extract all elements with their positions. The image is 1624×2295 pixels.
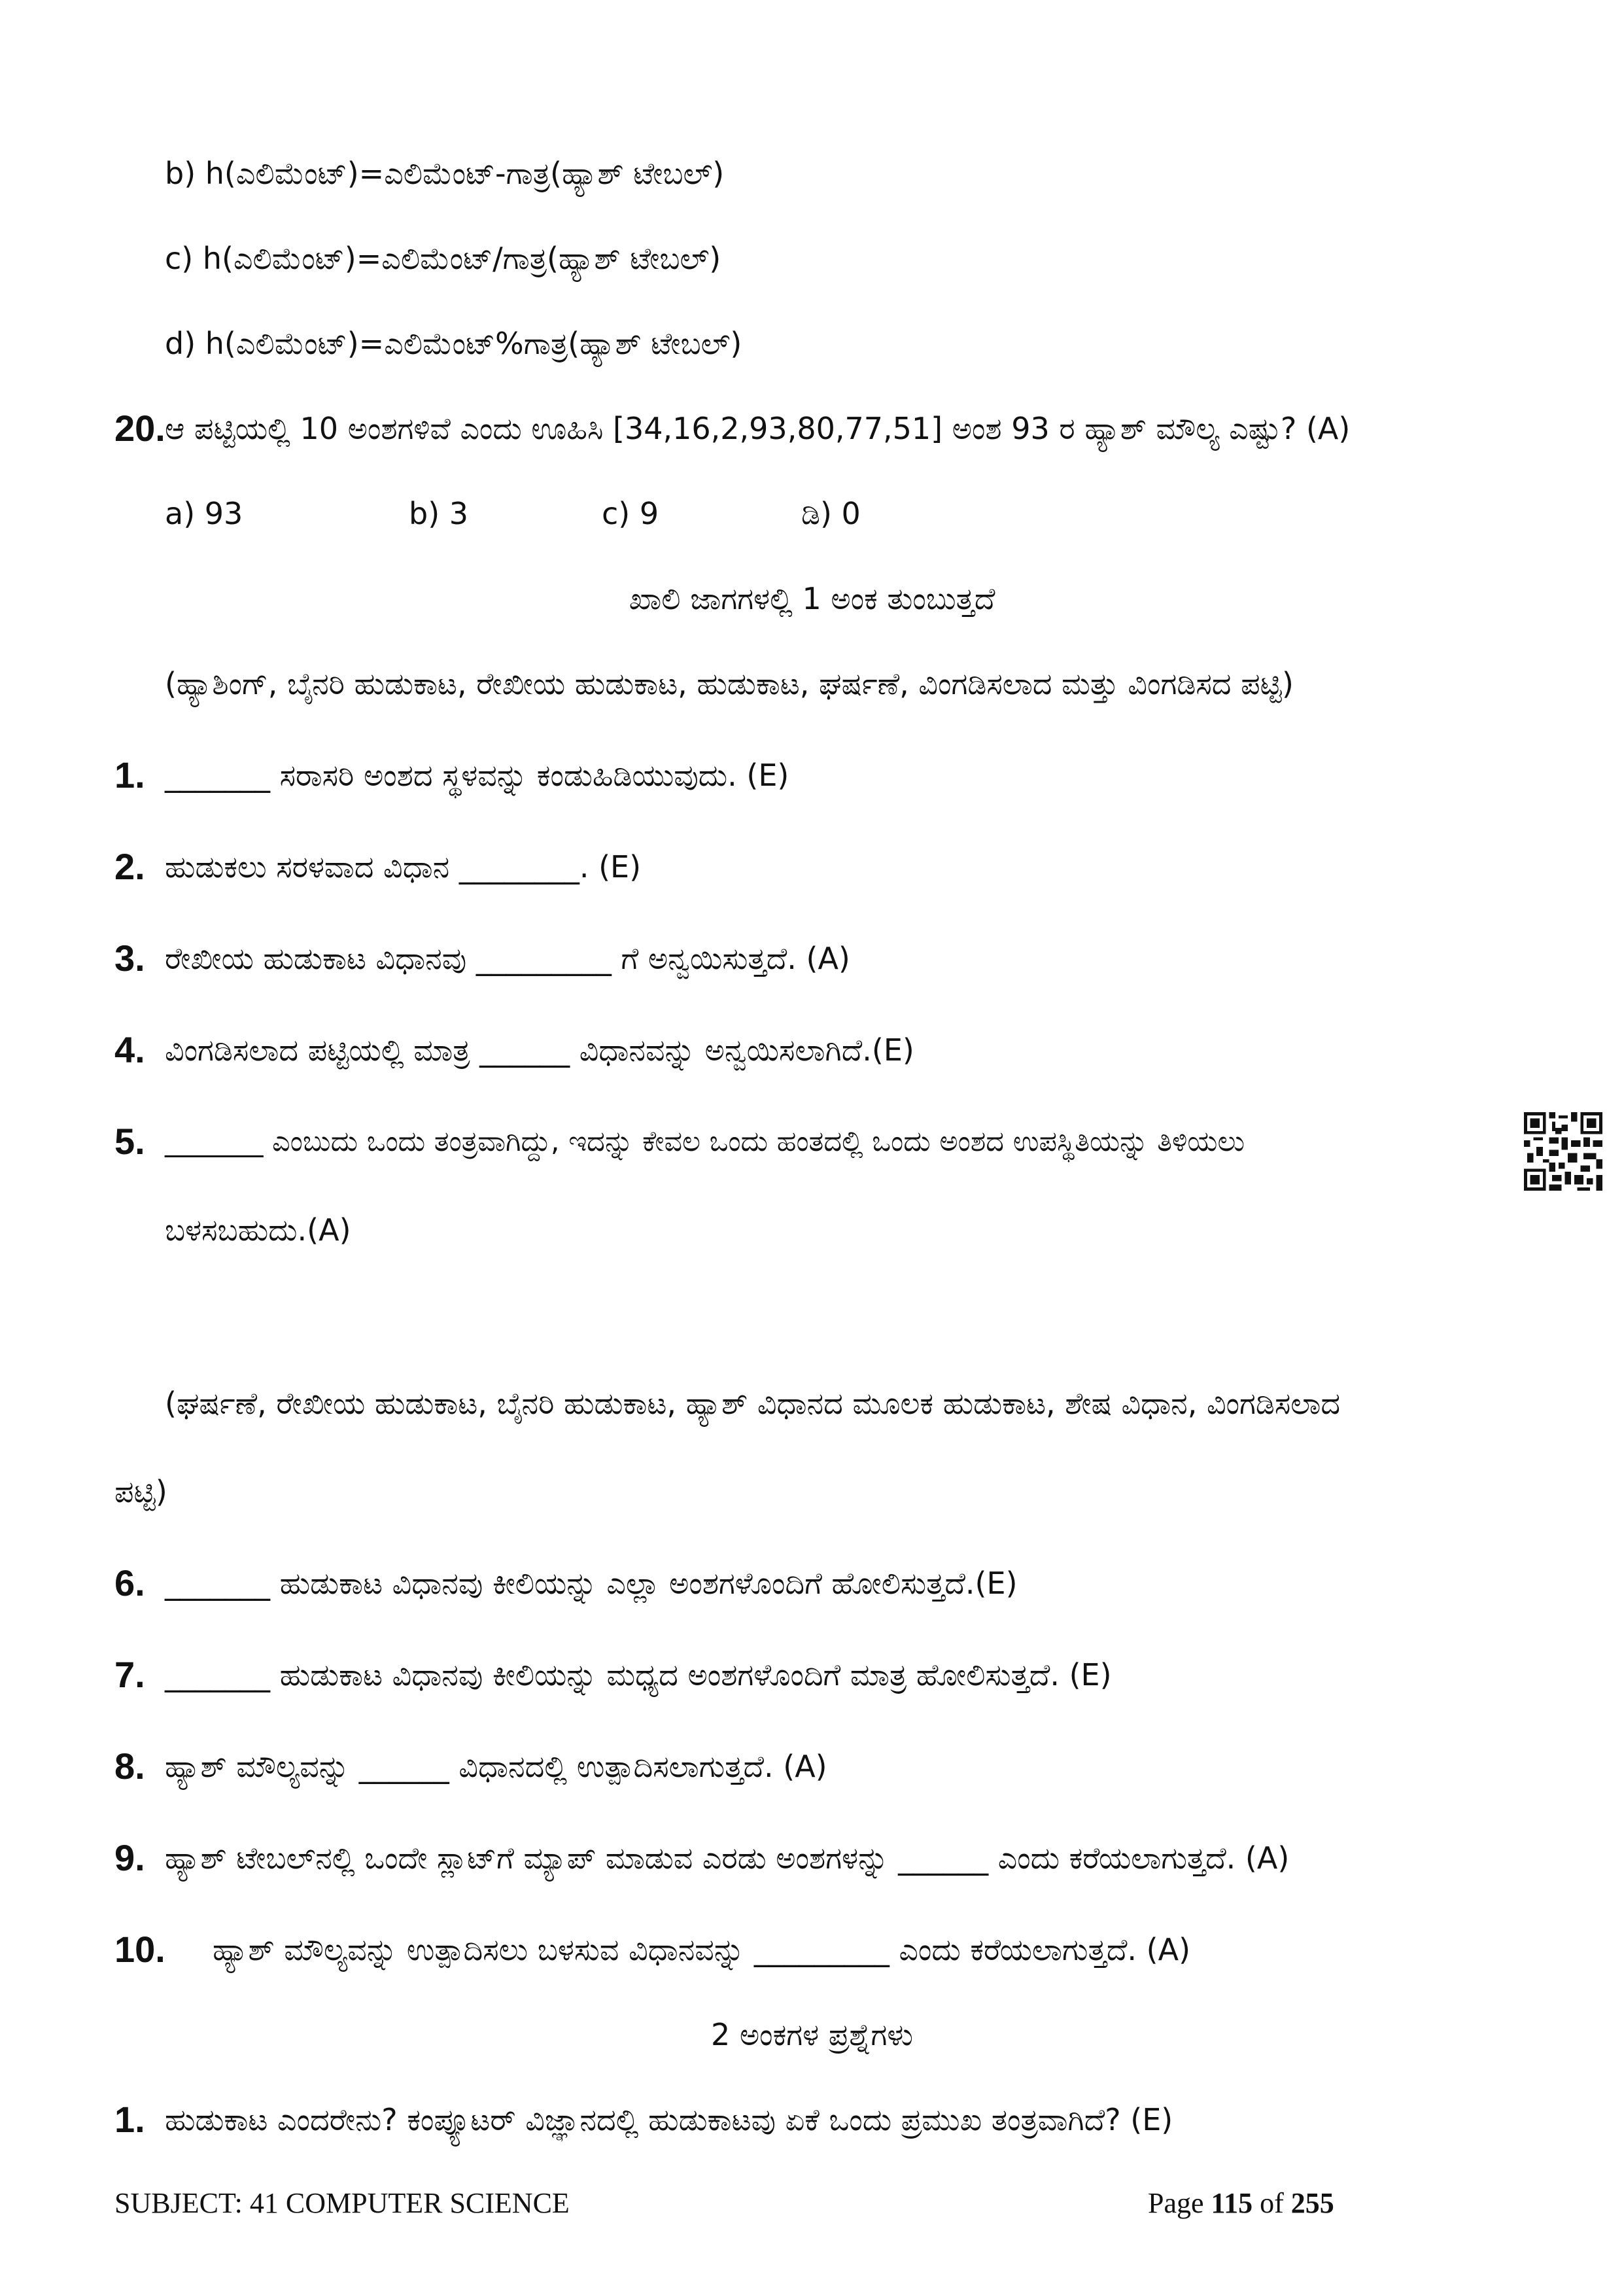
option-c: c) 9 — [602, 496, 659, 531]
page-of-label: of — [1260, 2187, 1284, 2219]
option-c: c) h(ಎಲಿಮೆಂಟ್)=ಎಲಿಮೆಂಟ್/ಗಾತ್ರ(ಹ್ಯಾಶ್ ಟೇಬಲ್) — [165, 241, 721, 276]
question-text: ಹುಡುಕಾಟ ಎಂದರೇನು? ಕಂಪ್ಯೂಟರ್ ವಿಜ್ಞಾನದಲ್ಲಿ ಹುಡುಕಾಟವು ಏಕೆ ಒಂದು ಪ್ರಮುಖ ತಂತ್ರವಾಗಿದೆ? (E) — [165, 2102, 1173, 2137]
item-text: ಹುಡುಕಲು ಸರಳವಾದ ವಿಧಾನ ________. (E) — [165, 849, 642, 885]
page-total: 255 — [1290, 2187, 1334, 2219]
qr-code-icon — [1524, 1112, 1602, 1191]
word-bank: (ಘರ್ಷಣೆ, ರೇಖೀಯ ಹುಡುಕಾಟ, ಬೈನರಿ ಹುಡುಕಾಟ, ಹ್ಯಾಶ್ ವಿಧಾನದ ಮೂಲಕ ಹುಡುಕಾಟ, ಶೇಷ ವಿಧಾನ, ವಿಂಗಡಿಸಲಾದ — [165, 1386, 1341, 1421]
word-bank-continued: ಪಟ್ಟಿ) — [114, 1474, 167, 1509]
item-text: _______ ಎಂಬುದು ಒಂದು ತಂತ್ರವಾಗಿದ್ದು, ಇದನ್ನು ಕೇವಲ ಒಂದು ಹಂತದಲ್ಲಿ ಒಂದು ಅಂಶದ ಉಪಸ್ಥಿತಿಯನ್ನು ತಿಳಿಯಲು — [165, 1125, 1245, 1158]
item-number: 1. — [114, 754, 145, 796]
option-b: b) h(ಎಲಿಮೆಂಟ್)=ಎಲಿಮೆಂಟ್-ಗಾತ್ರ(ಹ್ಯಾಶ್ ಟೇಬಲ್) — [165, 156, 725, 191]
item-text-continued: ಬಳಸಬಹುದು.(A) — [165, 1212, 351, 1248]
item-number: 9. — [114, 1837, 145, 1878]
question-number: 20. — [114, 408, 165, 449]
item-text: ಹ್ಯಾಶ್ ಮೌಲ್ಯವನ್ನು ______ ವಿಧಾನದಲ್ಲಿ ಉತ್ಪಾದಿಸಲಾಗುತ್ತದೆ. (A) — [165, 1749, 827, 1784]
footer-subject: SUBJECT: 41 COMPUTER SCIENCE — [114, 2187, 570, 2219]
item-number: 3. — [114, 937, 145, 979]
page-label: Page — [1148, 2187, 1204, 2219]
item-text: ಹ್ಯಾಶ್ ಮೌಲ್ಯವನ್ನು ಉತ್ಪಾದಿಸಲು ಬಳಸುವ ವಿಧಾನವನ್ನು _________ ಎಂದು ಕರೆಯಲಾಗುತ್ತದೆ. (A) — [213, 1932, 1191, 1967]
item-number: 5. — [114, 1121, 145, 1162]
item-number: 6. — [114, 1562, 145, 1603]
word-bank: (ಹ್ಯಾಶಿಂಗ್, ಬೈನರಿ ಹುಡುಕಾಟ, ರೇಖೀಯ ಹುಡುಕಾಟ, ಹುಡುಕಾಟ, ಘರ್ಷಣೆ, ವಿಂಗಡಿಸಲಾದ ಮತ್ತು ವಿಂಗಡಿಸದ ಪಟ್ಟಿ) — [165, 666, 1294, 701]
option-d: d) h(ಎಲಿಮೆಂಟ್)=ಎಲಿಮೆಂಟ್%ಗಾತ್ರ(ಹ್ಯಾಶ್ ಟೇಬಲ್) — [165, 326, 742, 361]
item-text: ಹ್ಯಾಶ್ ಟೇಬಲ್‌ನಲ್ಲಿ ಒಂದೇ ಸ್ಲಾಟ್‌ಗೆ ಮ್ಯಾಪ್ ಮಾಡುವ ಎರಡು ಅಂಶಗಳನ್ನು ______ ಎಂದು ಕರೆಯಲಾಗುತ್ತದೆ. (A) — [165, 1840, 1290, 1876]
option-b: b) 3 — [409, 496, 469, 531]
item-text: _______ ಹುಡುಕಾಟ ವಿಧಾನವು ಕೀಲಿಯನ್ನು ಎಲ್ಲಾ ಅಂಶಗಳೊಂದಿಗೆ ಹೋಲಿಸುತ್ತದೆ.(E) — [165, 1566, 1018, 1601]
item-number: 2. — [114, 846, 145, 887]
page-current: 115 — [1211, 2187, 1253, 2219]
section-heading: ಖಾಲಿ ಜಾಗಗಳಲ್ಲಿ 1 ಅಂಕ ತುಂಬುತ್ತದೆ — [629, 581, 995, 616]
item-number: 8. — [114, 1745, 145, 1787]
section-heading: 2 ಅಂಕಗಳ ಪ್ರಶ್ನೆಗಳು — [710, 2017, 914, 2052]
footer-page-number — [1148, 2184, 1334, 2223]
item-text: _______ ಹುಡುಕಾಟ ವಿಧಾನವು ಕೀಲಿಯನ್ನು ಮಧ್ಯದ ಅಂಶಗಳೊಂದಿಗೆ ಮಾತ್ರ ಹೋಲಿಸುತ್ತದೆ. (E) — [165, 1657, 1112, 1692]
option-d: ಡಿ) 0 — [801, 496, 861, 531]
question-text: ಆ ಪಟ್ಟಿಯಲ್ಲಿ 10 ಅಂಶಗಳಿವೆ ಎಂದು ಊಹಿಸಿ [34,16,2,93,80,77,51] ಅಂಶ 93 ರ ಹ್ಯಾಶ್ ಮೌಲ್ಯ ಎಷ್ಟು? (A) — [165, 411, 1351, 446]
item-number: 10. — [114, 1929, 165, 1970]
item-number: 7. — [114, 1654, 145, 1695]
item-text: ರೇಖೀಯ ಹುಡುಕಾಟ ವಿಧಾನವು _________ ಗೆ ಅನ್ವಯಿಸುತ್ತದೆ. (A) — [165, 941, 850, 976]
item-number: 4. — [114, 1029, 145, 1070]
item-text: ವಿಂಗಡಿಸಲಾದ ಪಟ್ಟಿಯಲ್ಲಿ ಮಾತ್ರ ______ ವಿಧಾನವನ್ನು ಅನ್ವಯಿಸಲಾಗಿದೆ.(E) — [165, 1032, 914, 1068]
item-text: _______ ಸರಾಸರಿ ಅಂಶದ ಸ್ಥಳವನ್ನು ಕಂಡುಹಿಡಿಯುವುದು. (E) — [165, 758, 789, 793]
option-a: a) 93 — [165, 496, 243, 531]
question-number: 1. — [114, 2099, 145, 2140]
